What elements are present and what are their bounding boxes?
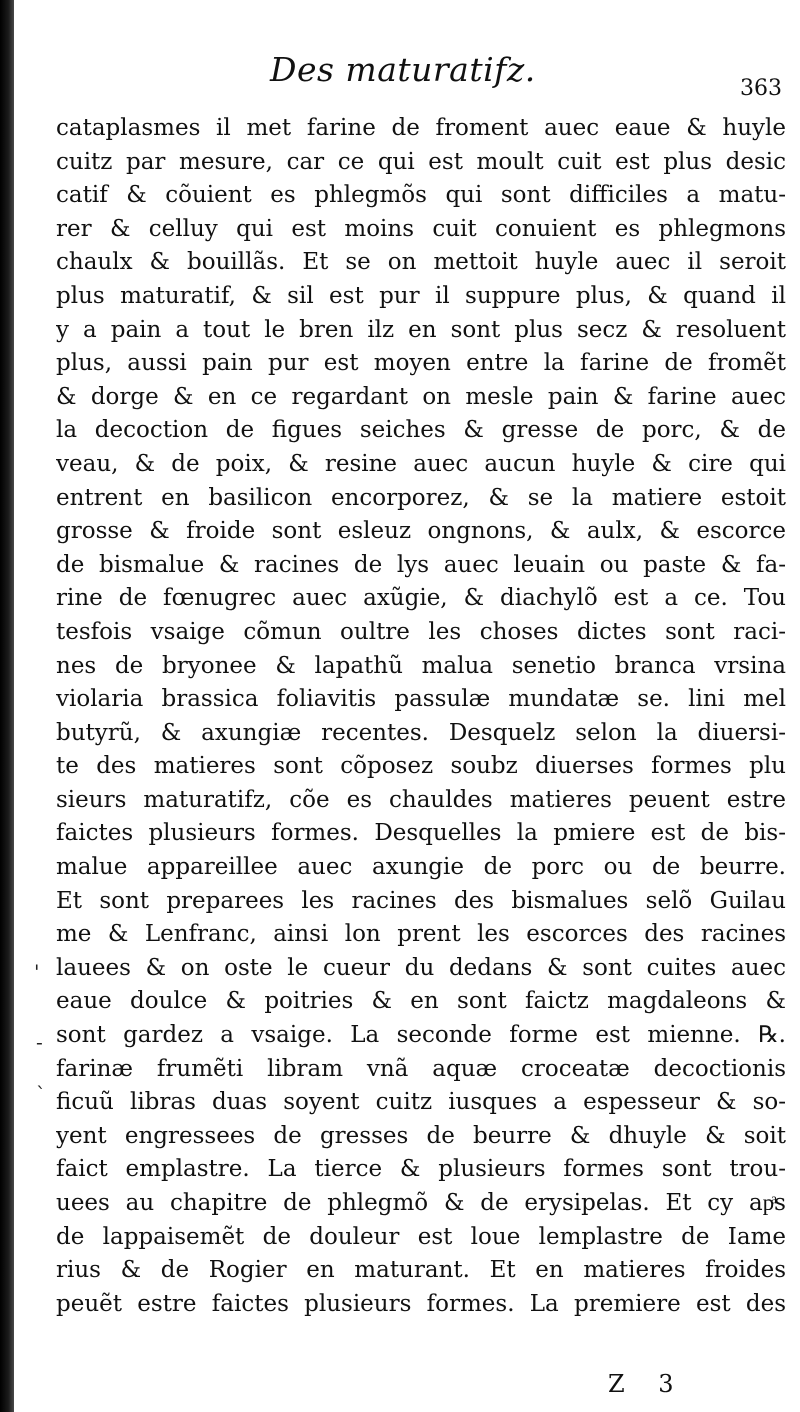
text-line: farinæ frumẽti libram vnã aquæ croceatæ decoctionis (56, 1055, 786, 1082)
text-line: cuitz par mesure, car ce qui est moult cuit est plus desic (56, 148, 786, 175)
text-line: ficuũ libras duas soyent cuitz iusques a espesseur & so- (56, 1089, 786, 1116)
text-line: nes de bryonee & lapathũ malua senetio branca vrsina (56, 652, 786, 679)
text-line: peuẽt estre faictes plusieurs formes. La premiere est des (56, 1290, 786, 1317)
page-gutter-shadow (0, 0, 14, 1412)
margin-mark: ` (36, 1082, 46, 1106)
text-line: plus, aussi pain pur est moyen entre la farine de fromẽt (56, 350, 786, 377)
text-line: rine de fœnugrec auec axũgie, & diachylõ est a ce. Tou (56, 585, 786, 612)
text-line: sont gardez a vsaige. La seconde forme est mienne. ℞. (56, 1022, 786, 1049)
body-text (56, 112, 786, 1321)
text-line: veau, & de poix, & resine auec aucun huyle & cire qui (56, 450, 786, 477)
text-line: grosse & froide sont esleuz ongnons, & aulx, & escorce (56, 518, 786, 545)
page-header (14, 50, 800, 100)
text-line: plus maturatif, & sil est pur il suppure plus, & quand il (56, 282, 786, 309)
text-line: me & Lenfranc, ainsi lon prent les escorces des racines (56, 921, 786, 948)
book-page (14, 0, 800, 1412)
signature-mark: Z 3 (608, 1370, 674, 1398)
text-line: y a pain a tout le bren ilz en sont plus secz & resoluent (56, 316, 786, 343)
text-line: de lappaisemẽt de douleur est loue lemplastre de Iame (56, 1223, 786, 1250)
text-line: faict emplastre. La tierce & plusieurs formes sont trou- (56, 1156, 786, 1183)
margin-mark: ' (34, 960, 40, 984)
text-line: rer & celluy qui est moins cuit conuient es phlegmons (56, 215, 786, 242)
text-line: tesfois vsaige cõmun oultre les choses dictes sont raci- (56, 618, 786, 645)
text-line: chaulx & bouillãs. Et se on mettoit huyle auec il seroit (56, 249, 786, 276)
text-line: lauees & on oste le cueur du dedans & sont cuites auec (56, 954, 786, 981)
text-line: uees au chapitre de phlegmõ & de erysipelas. Et cy apͣs (56, 1190, 786, 1216)
text-line: butyrũ, & axungiæ recentes. Desquelz selon la diuersi- (56, 719, 786, 746)
text-line: rius & de Rogier en maturant. Et en matieres froides (56, 1257, 786, 1284)
text-line: te des matieres sont cõposez soubz diuerses formes plu (56, 753, 786, 780)
text-line: & dorge & en ce regardant on mesle pain & farine auec (56, 383, 786, 410)
text-line: la decoction de figues seiches & gresse de porc, & de (56, 417, 786, 444)
text-line: yent engressees de gresses de beurre & dhuyle & soit (56, 1122, 786, 1149)
running-title: Des maturatifz. (270, 50, 536, 89)
text-line: Et sont preparees les racines des bismalues selõ Guilau (56, 887, 786, 914)
text-line: entrent en basilicon encorporez, & se la matiere estoit (56, 484, 786, 511)
text-line: catif & cõuient es phlegmõs qui sont difficiles a matu- (56, 182, 786, 209)
margin-mark: - (36, 1030, 43, 1054)
text-line: eaue doulce & poitries & en sont faictz magdaleons & (56, 988, 786, 1015)
text-line: cataplasmes il met farine de froment auec eaue & huyle (56, 115, 786, 141)
text-line: violaria brassica foliavitis passulæ mundatæ se. lini mel (56, 686, 786, 713)
text-line: sieurs maturatifz, cõe es chauldes matieres peuent estre (56, 786, 786, 813)
text-line: faictes plusieurs formes. Desquelles la pmiere est de bis- (56, 820, 786, 847)
text-line: de bismalue & racines de lys auec leuain ou paste & fa- (56, 551, 786, 578)
text-line: malue appareillee auec axungie de porc ou de beurre. (56, 854, 786, 881)
page-number: 363 (740, 76, 782, 101)
